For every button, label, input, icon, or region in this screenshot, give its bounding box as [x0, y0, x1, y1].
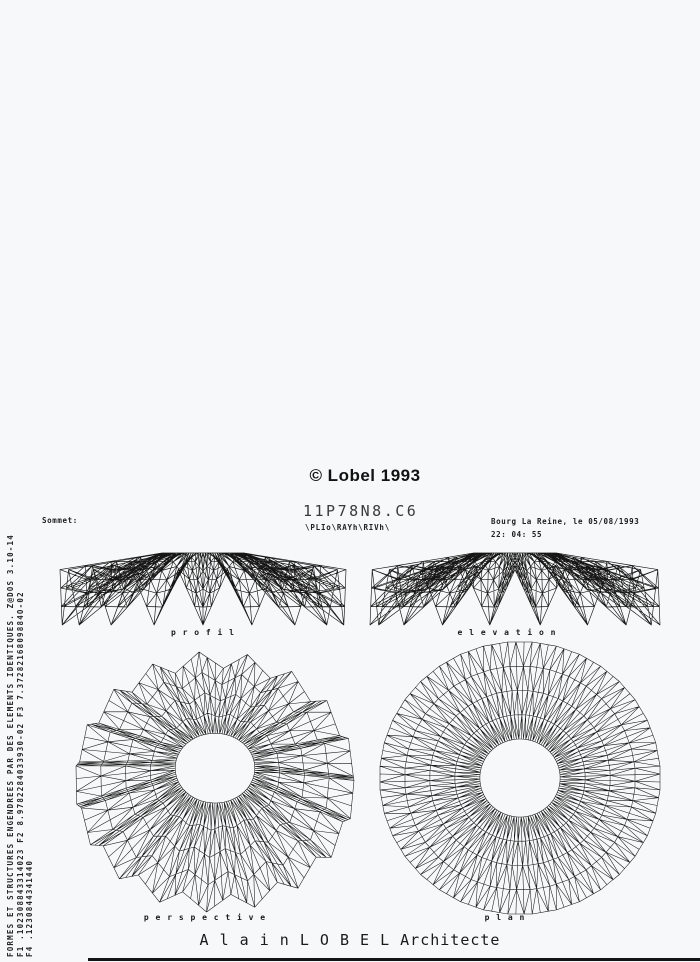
copyright-watermark: © Lobel 1993 — [309, 466, 421, 485]
side-annotation — [6, 507, 35, 957]
side-annotation-line2: F1 .102308843314023 F2 8.9782284033930-02 F3 7.3728216809884O-02 — [15, 591, 25, 957]
side-annotation-line3: F4 .1230844341440 — [25, 859, 34, 957]
drawing-subtitle: \PLIo\RAYh\RIVh\ — [305, 523, 391, 532]
profil-wireframe — [58, 551, 348, 627]
timestamp: 22: 04: 55 — [491, 530, 543, 539]
plan-wireframe — [378, 640, 662, 916]
perspective-wireframe — [74, 650, 356, 914]
title-block — [303, 502, 418, 532]
profil-label: p r o f i l — [171, 628, 235, 637]
sommet-label: Sommet: — [42, 516, 78, 525]
place-date: Bourg La Reine, le 05/08/1993 — [491, 517, 640, 526]
drawing-title: 11P78N8.C6 — [303, 502, 419, 520]
date-block — [491, 515, 639, 541]
elevation-wireframe — [368, 551, 662, 627]
elevation-label: e l e v a t i o n — [457, 628, 557, 637]
scan-edge-line — [88, 958, 700, 961]
perspective-label: p e r s p e c t i v e — [143, 913, 267, 922]
side-annotation-line1: FORMES ET STRUCTURES ENGENDREES PAR DES ELEMENTS IDENTIQUES. Z@DOS 3.10-14 — [6, 534, 15, 957]
plan-label: p l a n — [484, 913, 526, 922]
architect-signature: A l a i n L O B E L Architecte — [199, 931, 501, 949]
